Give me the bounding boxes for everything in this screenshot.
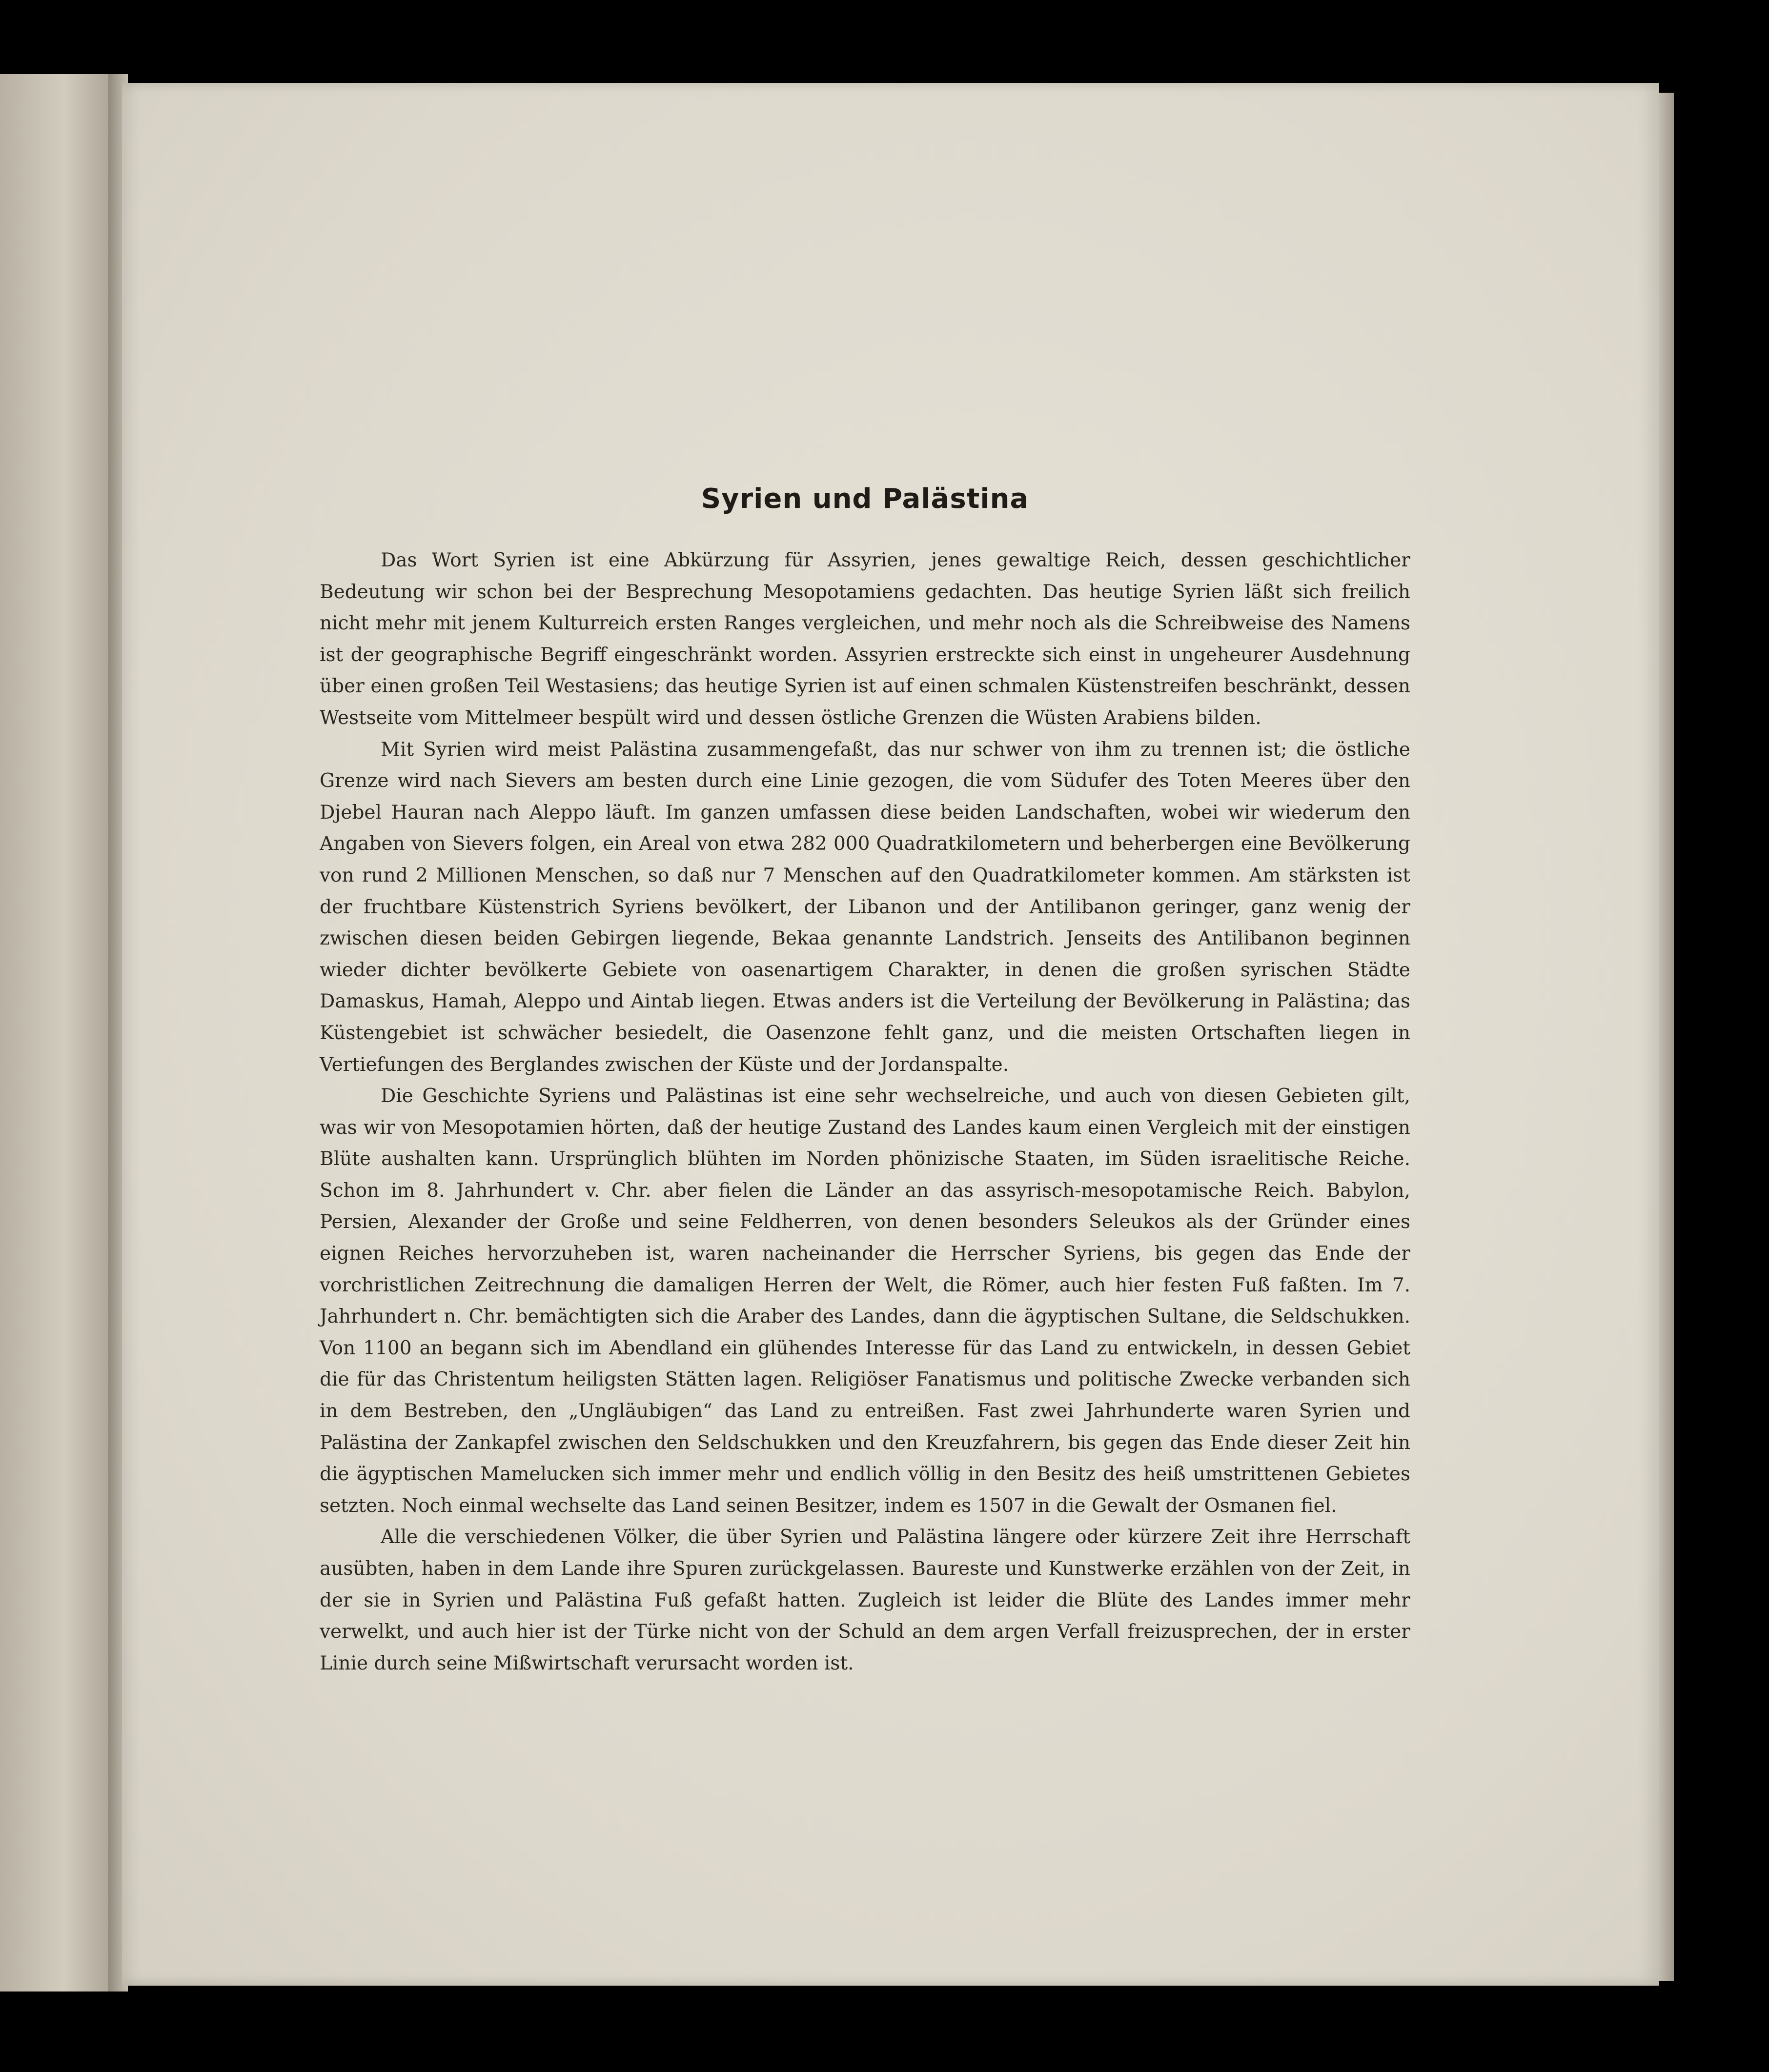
paragraph-4: Alle die verschiedenen Völker, die über Syrien und Palästina längere oder kürzere Zeit ihre Herrschaft ausübten, haben in dem Lande ihre Spuren zurückgelassen. Baureste und Kunstwerke erzählen von der Zeit, in der sie in Syrien und Palästina Fuß gefaßt hatten. Zugleich ist leider die Blüte des Landes immer mehr verwelkt, und auch hier ist der Türke nicht von der Schuld an dem argen Verfall freizusprechen, der in erster Linie durch seine Mißwirtschaft verursacht worden ist.	[320, 1526, 1410, 1674]
page-title: Syrien und Palästina	[701, 483, 1029, 515]
left-page-edge	[0, 74, 116, 1992]
paragraph-1: Das Wort Syrien ist eine Abkürzung für Assyrien, jenes gewaltige Reich, dessen geschichtlicher Bedeutung wir schon bei der Besprechung Mesopotamiens gedachten. Das heutige Syrien läßt sich freilich nicht mehr mit jenem Kulturreich ersten Ranges vergleichen, und mehr noch als die Schreibweise des Namens ist der geographische Begriff eingeschränkt worden. Assyrien erstreckte sich einst in ungeheurer Ausdehnung über einen großen Teil Westasiens; das heutige Syrien ist auf einen schmalen Küstenstreifen beschränkt, dessen Westseite vom Mittelmeer bespült wird und dessen östliche Grenzen die Wüsten Arabiens bilden.	[320, 549, 1410, 729]
paragraph-2: Mit Syrien wird meist Palästina zusammengefaßt, das nur schwer von ihm zu trennen ist; die östliche Grenze wird nach Sievers am besten durch eine Linie gezogen, die vom Südufer des Toten Meeres über den Djebel Hauran nach Aleppo läuft. Im ganzen umfassen diese beiden Landschaften, wobei wir wiederum den Angaben von Sievers folgen, ein Areal von etwa 282 000 Quadratkilometern und beherbergen eine Bevölkerung von rund 2 Millionen Menschen, so daß nur 7 Menschen auf den Quadratkilometer kommen. Am stärksten ist der fruchtbare Küstenstrich Syriens bevölkert, der Libanon und der Antilibanon geringer, ganz wenig der zwischen diesen beiden Gebirgen liegende, Bekaa genannte Landstrich. Jenseits des Antilibanon beginnen wieder dichter bevölkerte Gebiete von oasenartigem Charakter, in denen die großen syrischen Städte Damaskus, Hamah, Aleppo und Aintab liegen. Etwas anders ist die Verteilung der Bevölkerung in Palästina; das Küstengebiet ist schwächer besiedelt, die Oasenzone fehlt ganz, und die meisten Ortschaften liegen in Vertiefungen des Berglandes zwischen der Küste und der Jordanspalte.	[320, 738, 1410, 1076]
page-text-block	[320, 483, 1410, 1679]
paragraph-3: Die Geschichte Syriens und Palästinas ist eine sehr wechselreiche, und auch von diesen Gebieten gilt, was wir von Mesopotamien hörten, daß der heutige Zustand des Landes kaum einen Vergleich mit der einstigen Blüte aushalten kann. Ursprünglich blühten im Norden phönizische Staaten, im Süden israelitische Reiche. Schon im 8. Jahrhundert v. Chr. aber fielen die Länder an das assyrisch-mesopotamische Reich. Babylon, Persien, Alexander der Große und seine Feldherren, von denen besonders Seleukos als der Gründer eines eignen Reiches hervorzuheben ist, waren nacheinander die Herrscher Syriens, bis gegen das Ende der vorchristlichen Zeitrechnung die damaligen Herren der Welt, die Römer, auch hier festen Fuß faßten. Im 7. Jahrhundert n. Chr. bemächtigten sich die Araber des Landes, dann die ägyptischen Sultane, die Seldschukken. Von 1100 an begann sich im Abendland ein glühendes Interesse für das Land zu entwickeln, in dessen Gebiet die für das Christentum heiligsten Stätten lagen. Religiöser Fanatismus und politische Zwecke verbanden sich in dem Bestreben, den „Ungläubigen“ das Land zu entreißen. Fast zwei Jahrhunderte waren Syrien und Palästina der Zankapfel zwischen den Seldschukken und den Kreuzfahrern, bis gegen das Ende dieser Zeit hin die ägyptischen Mamelucken sich immer mehr und endlich völlig in den Besitz des heiß umstrittenen Gebietes setzten. Noch einmal wechselte das Land seinen Besitzer, indem es 1507 in die Gewalt der Osmanen fiel.	[320, 1085, 1410, 1517]
